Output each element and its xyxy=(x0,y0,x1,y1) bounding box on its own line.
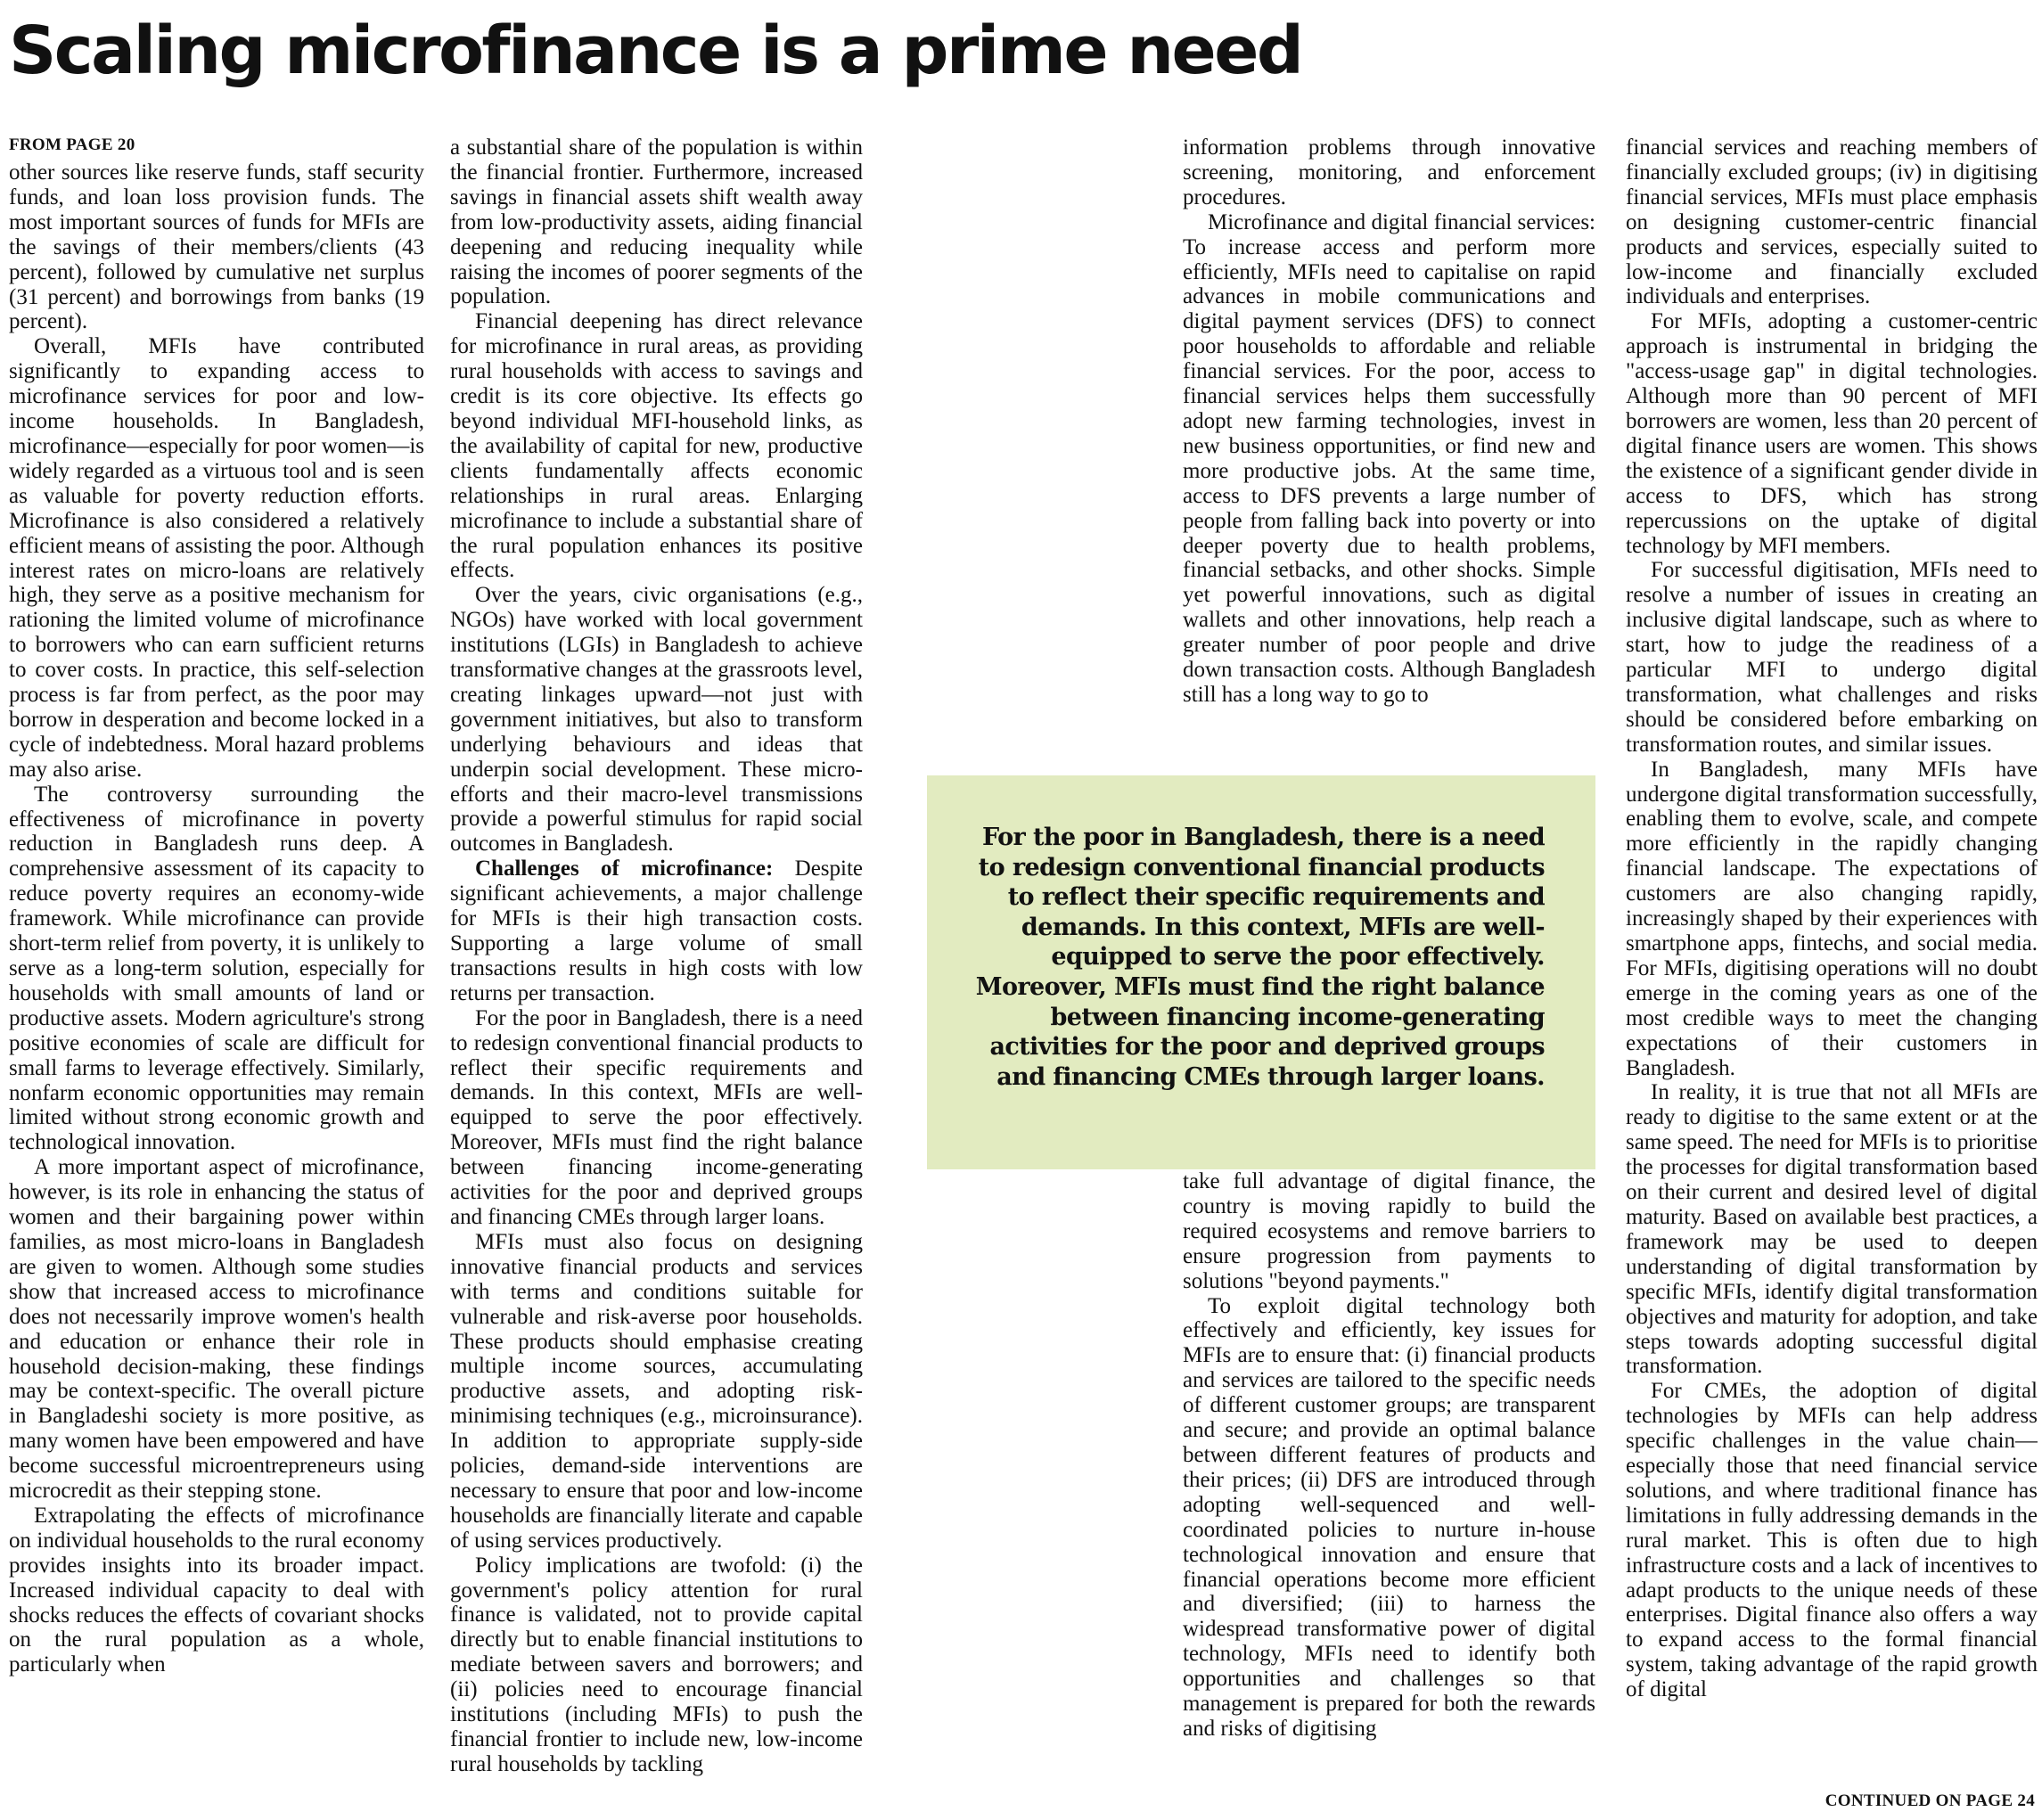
paragraph: For the poor in Bangladesh, there is a need to redesign conventional financial products to reflect their specific requirements and demands. In this context, MFIs are well-equipped to serve the poor effectively. Moreover, MFIs must find the right balance between financing income-generating activities for the poor and deprived groups and financing CMEs through larger loans. xyxy=(450,1005,863,1229)
paragraph: MFIs must also focus on designing innovative financial products and services with terms and conditions suitable for vulnerable and risk-averse poor households. These products should emphasise creating multiple income sources, accumulating productive assets, and adopting risk-minimising techniques (e.g., microinsurance). In addition to appropriate supply-side policies, demand-side interventions are necessary to ensure that poor and low-income households are financially literate and capable of using services productively. xyxy=(450,1229,863,1553)
paragraph: financial services and reaching members of financially excluded groups; (iv) in digitising financial services, MFIs must place emphasis on designing customer-centric financial products and services, especially suited to low-income and financially excluded individuals and enterprises. xyxy=(1626,135,2038,309)
article-column-4 xyxy=(1626,135,2038,1784)
article-column-1 xyxy=(9,135,424,1811)
paragraph: a substantial share of the population is within the financial frontier. Furthermore, increased savings in financial assets shift wealth away from low-productivity assets, aiding financial deepening and reducing inequality while raising the incomes of poorer segments of the population. xyxy=(450,135,863,309)
paragraph: For CMEs, the adoption of digital technologies by MFIs can help address specific challenges in the value chain—especially those that need financial service solutions, and where traditional finance has limitations in fully addressing demands in the rural market. This is often due to high infrastructure costs and a lack of incentives to adapt products to the unique needs of these enterprises. Digital finance also offers a way to expand access to the formal financial system, taking advantage of the rapid growth of digital xyxy=(1626,1379,2038,1702)
paragraph: Policy implications are twofold: (i) the government's policy attention for rural finance is validated, not to provide capital directly but to enable financial institutions to mediate between savers and borrowers; and (ii) policies need to encourage financial institutions (including MFIs) to push the financial frontier to include new, low-income rural households by tackling xyxy=(450,1553,863,1776)
paragraph: information problems through innovative screening, monitoring, and enforcement procedures. xyxy=(1183,135,1595,209)
paragraph: In reality, it is true that not all MFIs are ready to digitise to the same extent or at the same speed. The need for MFIs is to prioritise the processes for digital transformation based on their current and desired level of digital maturity. Based on available best practices, a framework may be used to deepen understanding of digital transformation by specific MFIs, identify digital transformation objectives and maturity for adoption, and take steps towards adopting successful digital transformation. xyxy=(1626,1080,2038,1379)
paragraph: In Bangladesh, many MFIs have undergone digital transformation successfully, enabling them to evolve, scale, and compete more efficiently in the rapidly changing financial landscape. The expectations of customers are also changing rapidly, increasingly shaped by their experiences with smartphone apps, fintechs, and social media. For MFIs, digitising operations will no doubt emerge in the coming years as one of the most credible ways to meet the changing expectations of their customers in Bangladesh. xyxy=(1626,757,2038,1080)
paragraph: Extrapolating the effects of microfinance on individual households to the rural economy provides insights into its broader impact. Increased individual capacity to deal with shocks reduces the effects of covariant shocks on the rural population as a whole, particularly when xyxy=(9,1503,424,1677)
from-page-label: FROM PAGE 20 xyxy=(9,135,135,154)
paragraph: For successful digitisation, MFIs need to resolve a number of issues in creating an inclusive digital landscape, such as where to start, how to judge the readiness of a particular MFI to undergo digital transformation, what challenges and risks should be considered before embarking on transformation routes, and similar issues. xyxy=(1626,558,2038,757)
pull-quote-box xyxy=(927,775,1595,1169)
subheading: Challenges of microfinance: xyxy=(475,857,774,881)
continued-label: CONTINUED ON PAGE 24 xyxy=(1825,1791,2035,1810)
paragraph-with-subhead xyxy=(450,857,863,1005)
paragraph: To exploit digital technology both effectively and efficiently, key issues for MFIs are to ensure that: (i) financial products and services are tailored to the specific needs of different customer groups; are transparent and secure; and provide an optimal balance between different features of products and their prices; (ii) DFS are introduced through adopting well-sequenced and well-coordinated policies to nurture in-house technological innovation and ensure that financial operations become more efficient and diversified; (iii) to harness the widespread transformative power of digital technology, MFIs need to identify both opportunities and challenges so that management is prepared for both the rewards and risks of digitising xyxy=(1183,1293,1595,1741)
paragraph: Overall, MFIs have contributed significantly to expanding access to microfinance services for poor and low-income households. In Bangladesh, microfinance—especially for poor women—is widely regarded as a virtuous tool and is seen as valuable for poverty reduction efforts. Microfinance is also considered a relatively efficient means of assisting the poor. Although interest rates on micro-loans are relatively high, they serve as a positive mechanism for rationing the limited volume of microfinance to borrowers who can earn sufficient returns to cover costs. In practice, this self-selection process is far from perfect, as the poor may borrow in desperation and become locked in a cycle of indebtedness. Moral hazard problems may also arise. xyxy=(9,334,424,782)
article-column-3-bottom xyxy=(1183,1169,1595,1813)
paragraph: Over the years, civic organisations (e.g., NGOs) have worked with local government institutions (LGIs) in Bangladesh to achieve transformative changes at the grassroots level, creating linkages upward—not just with government initiatives, but also to transform underlying behaviours and ideas that underpin social development. These micro-efforts and their macro-level transmissions provide a powerful stimulus for rapid social outcomes in Bangladesh. xyxy=(450,583,863,857)
paragraph: The controversy surrounding the effectiveness of microfinance in poverty reduction in Bangladesh runs deep. A comprehensive assessment of its capacity to reduce poverty requires an economy-wide framework. While microfinance can provide short-term relief from poverty, it is unlikely to serve as a long-term solution, especially for households with small amounts of land or productive assets. Modern agriculture's strong positive economies of scale are difficult for small farms to leverage effectively. Similarly, nonfarm economic opportunities may remain limited without strong economic growth and technological innovation. xyxy=(9,782,424,1155)
article-column-2 xyxy=(450,135,863,1811)
paragraph: Microfinance and digital financial services: To increase access and perform more efficiently, MFIs need to capitalise on rapid advances in mobile communications and digital payment services (DFS) to connect poor households to affordable and reliable financial services. For the poor, access to financial services helps them successfully adopt new farming technologies, invest in new business opportunities, or find new and more productive jobs. At the same time, access to DFS prevents a large number of people from falling back into poverty or into deeper poverty due to health problems, financial setbacks, and other shocks. Simple yet powerful innovations, such as digital wallets and other innovations, help reach a greater number of poor people and drive down transaction costs. Although Bangladesh still has a long way to go to xyxy=(1183,209,1595,707)
pull-quote-text: For the poor in Bangladesh, there is a need to redesign conventional financial products to reflect their specific requirements and demands. In this context, MFIs are well-equipped to serve the poor effectively. Moreover, MFIs must find the right balance between financing income-generating activities for the poor and deprived groups and financing CMEs through larger loans. xyxy=(975,824,1545,1091)
paragraph: Financial deepening has direct relevance for microfinance in rural areas, as providing rural households with access to savings and credit is its core objective. Its effects go beyond individual MFI-household links, as the availability of capital for new, productive clients fundamentally affects economic relationships in rural areas. Enlarging microfinance to include a substantial share of the rural population enhances its positive effects. xyxy=(450,309,863,583)
paragraph: A more important aspect of microfinance, however, is its role in enhancing the status of women and their bargaining power within families, as most micro-loans in Bangladesh are given to women. Although some studies show that increased access to microfinance does not necessarily improve women's health and education or enhance their role in household decision-making, these findings may be context-specific. The overall picture in Bangladeshi society is more positive, as many women have been empowered and have become successful microentrepreneurs using microcredit as their stepping stone. xyxy=(9,1155,424,1504)
article-column-3-top xyxy=(1183,135,1595,738)
paragraph: other sources like reserve funds, staff security funds, and loan loss provision funds. The most important sources of funds for MFIs are the savings of their members/clients (43 percent), followed by cumulative net surplus (31 percent) and borrowings from banks (19 percent). xyxy=(9,160,424,334)
paragraph: take full advantage of digital finance, the country is moving rapidly to build the required ecosystems and remove barriers to ensure progression from payments to solutions "beyond payments." xyxy=(1183,1169,1595,1293)
paragraph-body: Despite significant achievements, a major challenge for MFIs is their high transaction costs. Supporting a large volume of small transactions results in high costs with low returns per transaction. xyxy=(450,857,863,1005)
headline: Scaling microfinance is a prime need xyxy=(9,12,1302,89)
paragraph: For MFIs, adopting a customer-centric approach is instrumental in bridging the "access-usage gap" in digital technologies. Although more than 90 percent of MFI borrowers are women, less than 20 percent of digital finance users are women. This shows the existence of a significant gender divide in access to DFS, which has strong repercussions on the uptake of digital technology by MFI members. xyxy=(1626,309,2038,558)
